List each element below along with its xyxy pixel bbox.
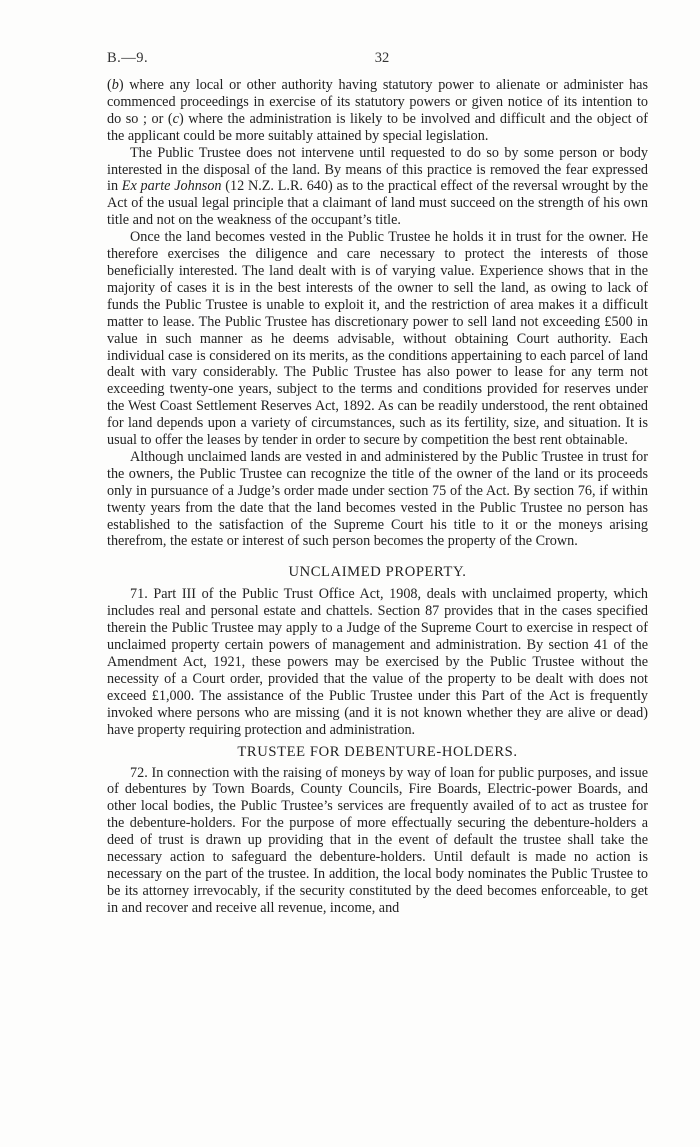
paragraph-unclaimed-lands: Although unclaimed lands are vested in and administered by the Public Trustee in trust for the owners, the Public Trustee can recognize the title of the owner of the land or its proceeds only in pursuance of a Judge’s order made under section 75 of the Act. By section 76, if within twenty years from the date that the land becomes vested in the Public Trustee no person has established to the satisfaction of the Supreme Court his title to it or the moneys arising therefrom, the estate or interest of such person becomes the property of the Crown. [107,448,648,550]
paragraph-section-72: 72. In connection with the raising of moneys by way of loan for public purposes, and issue of debentures by Town Boards, County Councils, Fire Boards, Electric-power Boards, and other local bodies, the Public Trustee’s services are frequently availed of to act as trustee for the debenture-holders. For the purpose of more effectually securing the debenture-holders a deed of trust is drawn up providing that in the event of default the trustee shall take the necessary action to safeguard the debenture-holders. Until default is made no action is necessary on the part of the trustee. In addition, the local body nominates the Public Trustee to be its attorney irrevocably, if the security constituted by the deed becomes enforceable, to get in and recover and receive all revenue, income, and [107,764,648,916]
paragraph-section-71: 71. Part III of the Public Trust Office Act, 1908, deals with unclaimed property, which includes real and personal estate and chattels. Section 87 provides that in the cases specified therein the Public Trustee may apply to a Judge of the Supreme Court to exercise in respect of unclaimed property certain powers of management and administration. By section 41 of the Amendment Act, 1921, these powers may be exercised by the Public Trustee without the necessity of a Court order, provided that the value of the property to be dealt with does not exceed £1,000. The assistance of the Public Trustee under this Part of the Act is frequently invoked where persons who are missing (and it is not known whether they are alive or dead) have property requiring protection and administration. [107,586,648,738]
page-header [107,50,648,72]
paragraph-land-vested-in-trust: Once the land becomes vested in the Public Trustee he holds it in trust for the owner. He therefore exercises the diligence and care necessary to protect the interests of those beneficially interested. The land dealt with is of varying value. Experience shows that in the majority of cases it is in the best interests of the owner to sell the land, as owing to lack of funds the Public Trustee is unable to exploit it, and the restriction of area makes it a difficult matter to lease. The Public Trustee has discretionary power to sell land not exceeding £500 in value in such manner as he deems advisable, without obtaining Court authority. Each individual case is considered on its merits, as the conditions appertaining to each parcel of land dealt with vary considerably. The Public Trustee has also power to lease for any term not exceeding twenty-one years, subject to the terms and conditions provided for reserves under the West Coast Settlement Reserves Act, 1892. As can be readily understood, the rent obtained for land depends upon a variety of circumstances, such as its fertility, size, and situation. It is usual to offer the leases by tender in order to secure by competition the best rent obtainable. [107,229,648,449]
section-heading-trustee-for-debenture-holders: TRUSTEE FOR DEBENTURE-HOLDERS. [237,743,518,760]
report-reference: B.—9. [107,50,149,66]
paragraph-public-trustee-intervention: The Public Trustee does not intervene until requested to do so by some person or body interested in the disposal of the land. By means of this practice is removed the fear expressed in Ex parte Johnson (12 N.Z. L.R. 640) as to the practical effect of the reversal wrought by the Act of the usual legal principle that a claimant of land must succeed on the strength of his own title and not on the weakness of the occupant’s title. [107,144,648,229]
paragraph-continuation: (b) where any local or other authority having statutory power to alienate or administer has commenced proceedings in exercise of its statutory powers or given notice of its intention to do so ; or (c) where the administration is likely to be involved and difficult and the object of the applicant could be more suitably attained by special legislation. [107,77,648,144]
section-heading-unclaimed-property: UNCLAIMED PROPERTY. [288,564,467,581]
page-body [107,77,648,917]
page-number: 32 [374,50,390,66]
